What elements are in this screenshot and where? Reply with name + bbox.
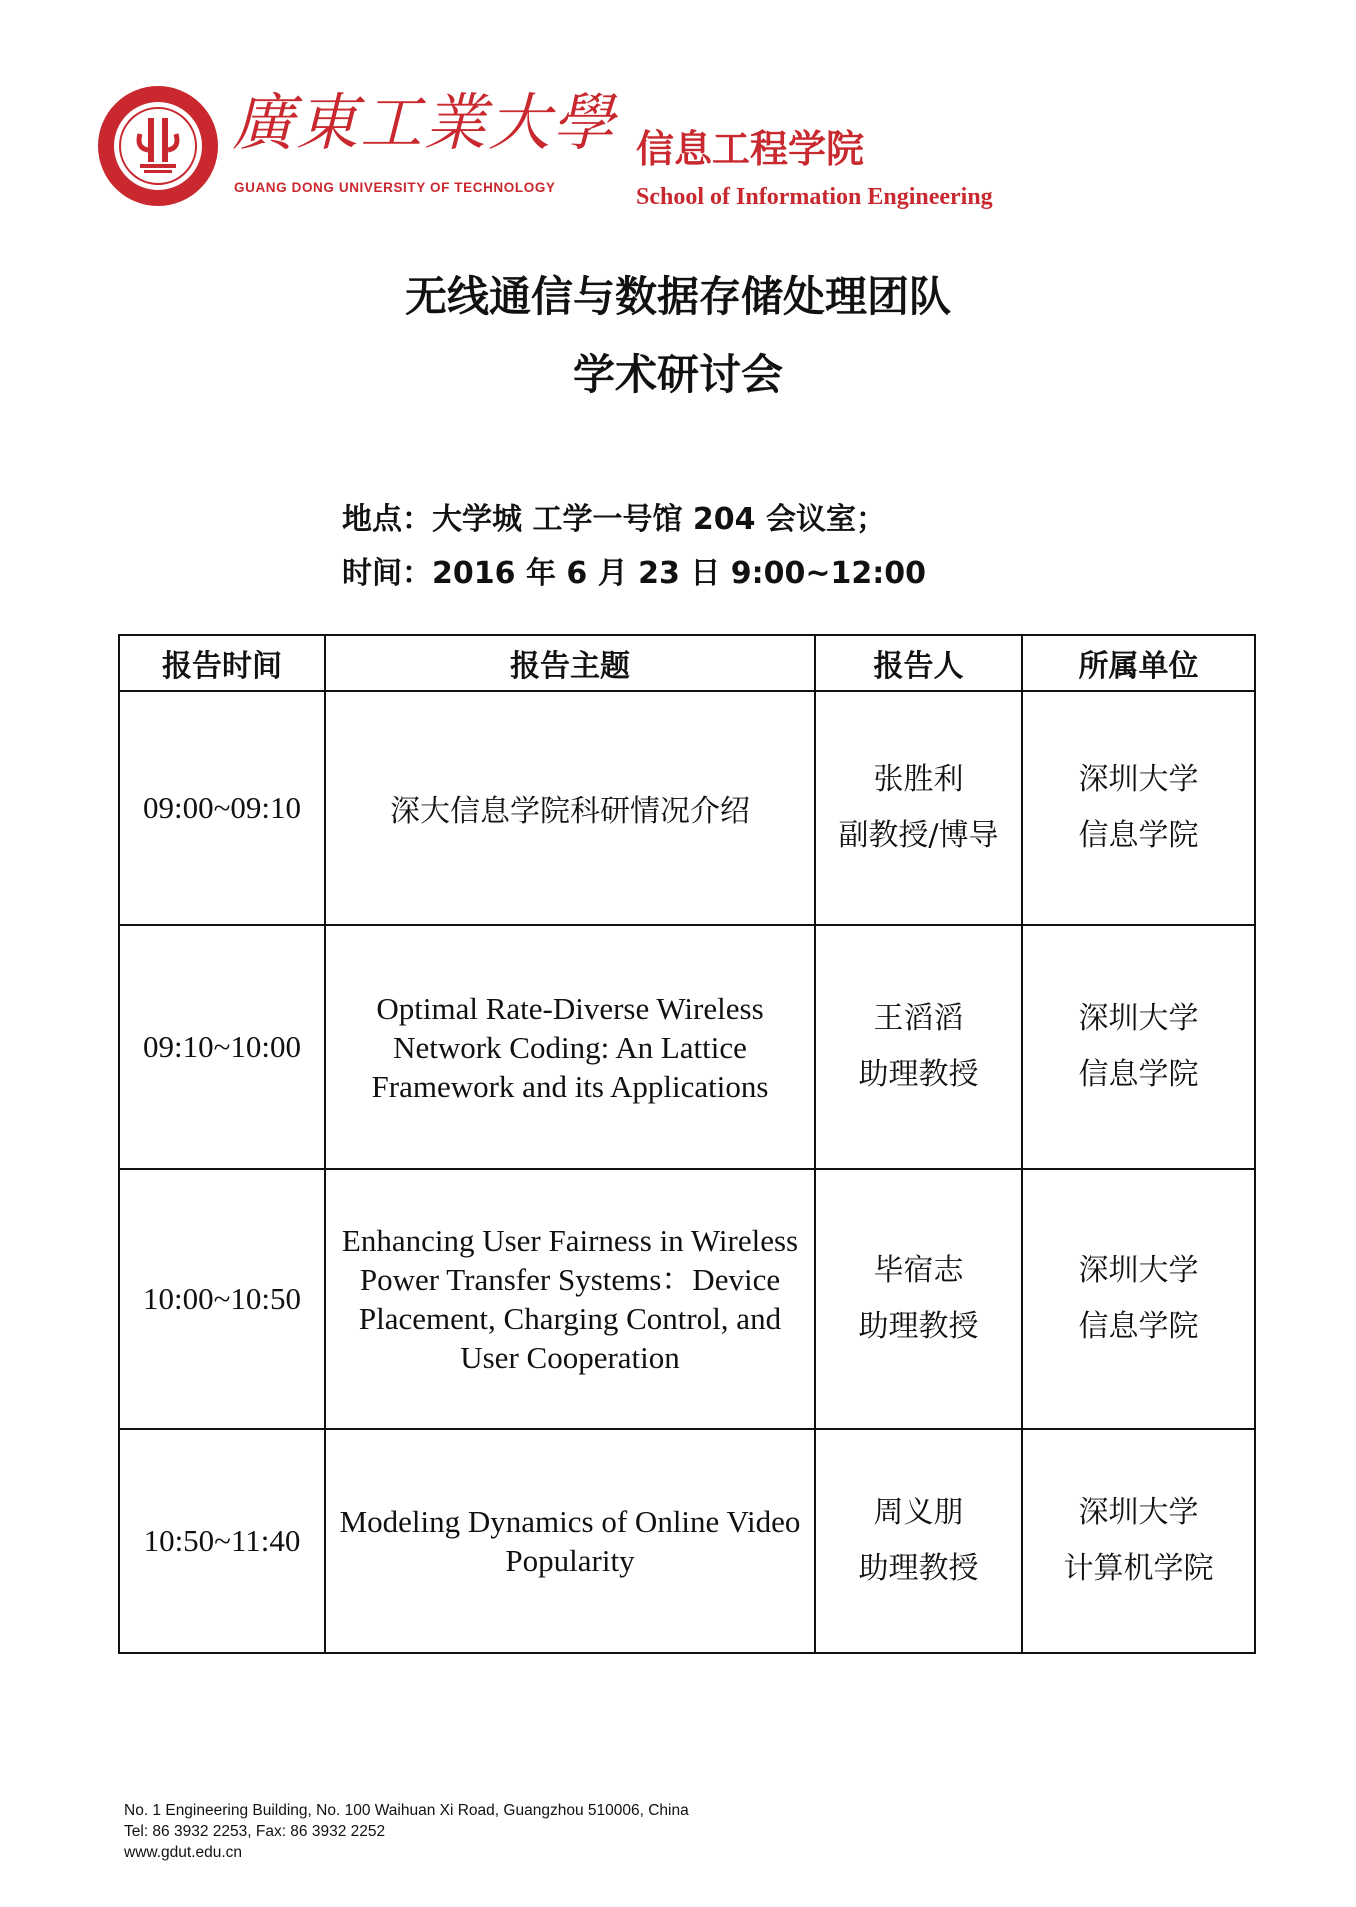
- row-speaker: [815, 925, 1022, 1169]
- speaker-title: 副教授/博导: [838, 818, 999, 853]
- university-name-en: GUANG DONG UNIVERSITY OF TECHNOLOGY: [234, 180, 556, 195]
- org-dept: 计算机学院: [1063, 1551, 1214, 1586]
- speaker-name: 周义朋: [873, 1495, 964, 1530]
- speaker-title: 助理教授: [858, 1551, 979, 1586]
- table-row: [119, 1429, 1255, 1653]
- header-org: 所属单位: [1022, 635, 1255, 691]
- speaker-title: 助理教授: [858, 1057, 979, 1092]
- row-time: 09:10~10:00: [119, 925, 325, 1169]
- org-name: 深圳大学: [1078, 1495, 1199, 1530]
- row-time: 10:50~11:40: [119, 1429, 325, 1653]
- school-name-en: School of Information Engineering: [636, 184, 993, 210]
- table-row: [119, 691, 1255, 925]
- university-name-cn: 廣東工業大學: [232, 86, 617, 159]
- row-org: [1022, 925, 1255, 1169]
- footer-phone: Tel: 86 3932 2253, Fax: 86 3932 2252: [124, 1823, 386, 1840]
- footer-address: No. 1 Engineering Building, No. 100 Waihuan Xi Road, Guangzhou 510006, China: [124, 1802, 689, 1819]
- row-speaker: [815, 691, 1022, 925]
- speaker-name: 张胜利: [873, 762, 964, 797]
- org-dept: 信息学院: [1078, 818, 1199, 853]
- header-time: 报告时间: [119, 635, 325, 691]
- footer: [124, 1800, 689, 1863]
- speaker-name: 毕宿志: [873, 1253, 964, 1288]
- row-org: [1022, 1429, 1255, 1653]
- speaker-title: 助理教授: [858, 1309, 979, 1344]
- row-org: [1022, 1169, 1255, 1429]
- org-name: 深圳大学: [1078, 1253, 1199, 1288]
- header-speaker: 报告人: [815, 635, 1022, 691]
- speaker-name: 王滔滔: [873, 1001, 964, 1036]
- table-header-row: [119, 635, 1255, 691]
- org-dept: 信息学院: [1078, 1309, 1199, 1344]
- header-topic: 报告主题: [325, 635, 815, 691]
- location-line: 地点：大学城 工学一号馆 204 会议室；: [342, 502, 886, 537]
- time-line: 时间：2016 年 6 月 23 日 9:00~12:00: [342, 556, 927, 591]
- row-speaker: [815, 1169, 1022, 1429]
- table-row: [119, 925, 1255, 1169]
- org-name: 深圳大学: [1078, 1001, 1199, 1036]
- row-time: 10:00~10:50: [119, 1169, 325, 1429]
- page-title: 无线通信与数据存储处理团队: [404, 272, 951, 321]
- university-seal-logo: [96, 84, 220, 208]
- org-name: 深圳大学: [1078, 762, 1199, 797]
- row-topic: 深大信息学院科研情况介绍: [325, 691, 815, 925]
- row-org: [1022, 691, 1255, 925]
- org-dept: 信息学院: [1078, 1057, 1199, 1092]
- row-topic: Enhancing User Fairness in Wireless Power Transfer Systems：Device Placement, Charging Control, and User Cooperation: [325, 1169, 815, 1429]
- schedule-table: [118, 634, 1256, 1654]
- row-time: 09:00~09:10: [119, 691, 325, 925]
- row-topic: Optimal Rate-Diverse Wireless Network Coding: An Lattice Framework and its Applications: [325, 925, 815, 1169]
- row-topic: Modeling Dynamics of Online Video Popularity: [325, 1429, 815, 1653]
- school-name-cn: 信息工程学院: [636, 127, 865, 171]
- page-subtitle: 学术研讨会: [572, 350, 783, 399]
- footer-website: www.gdut.edu.cn: [124, 1844, 243, 1861]
- table-row: [119, 1169, 1255, 1429]
- row-speaker: [815, 1429, 1022, 1653]
